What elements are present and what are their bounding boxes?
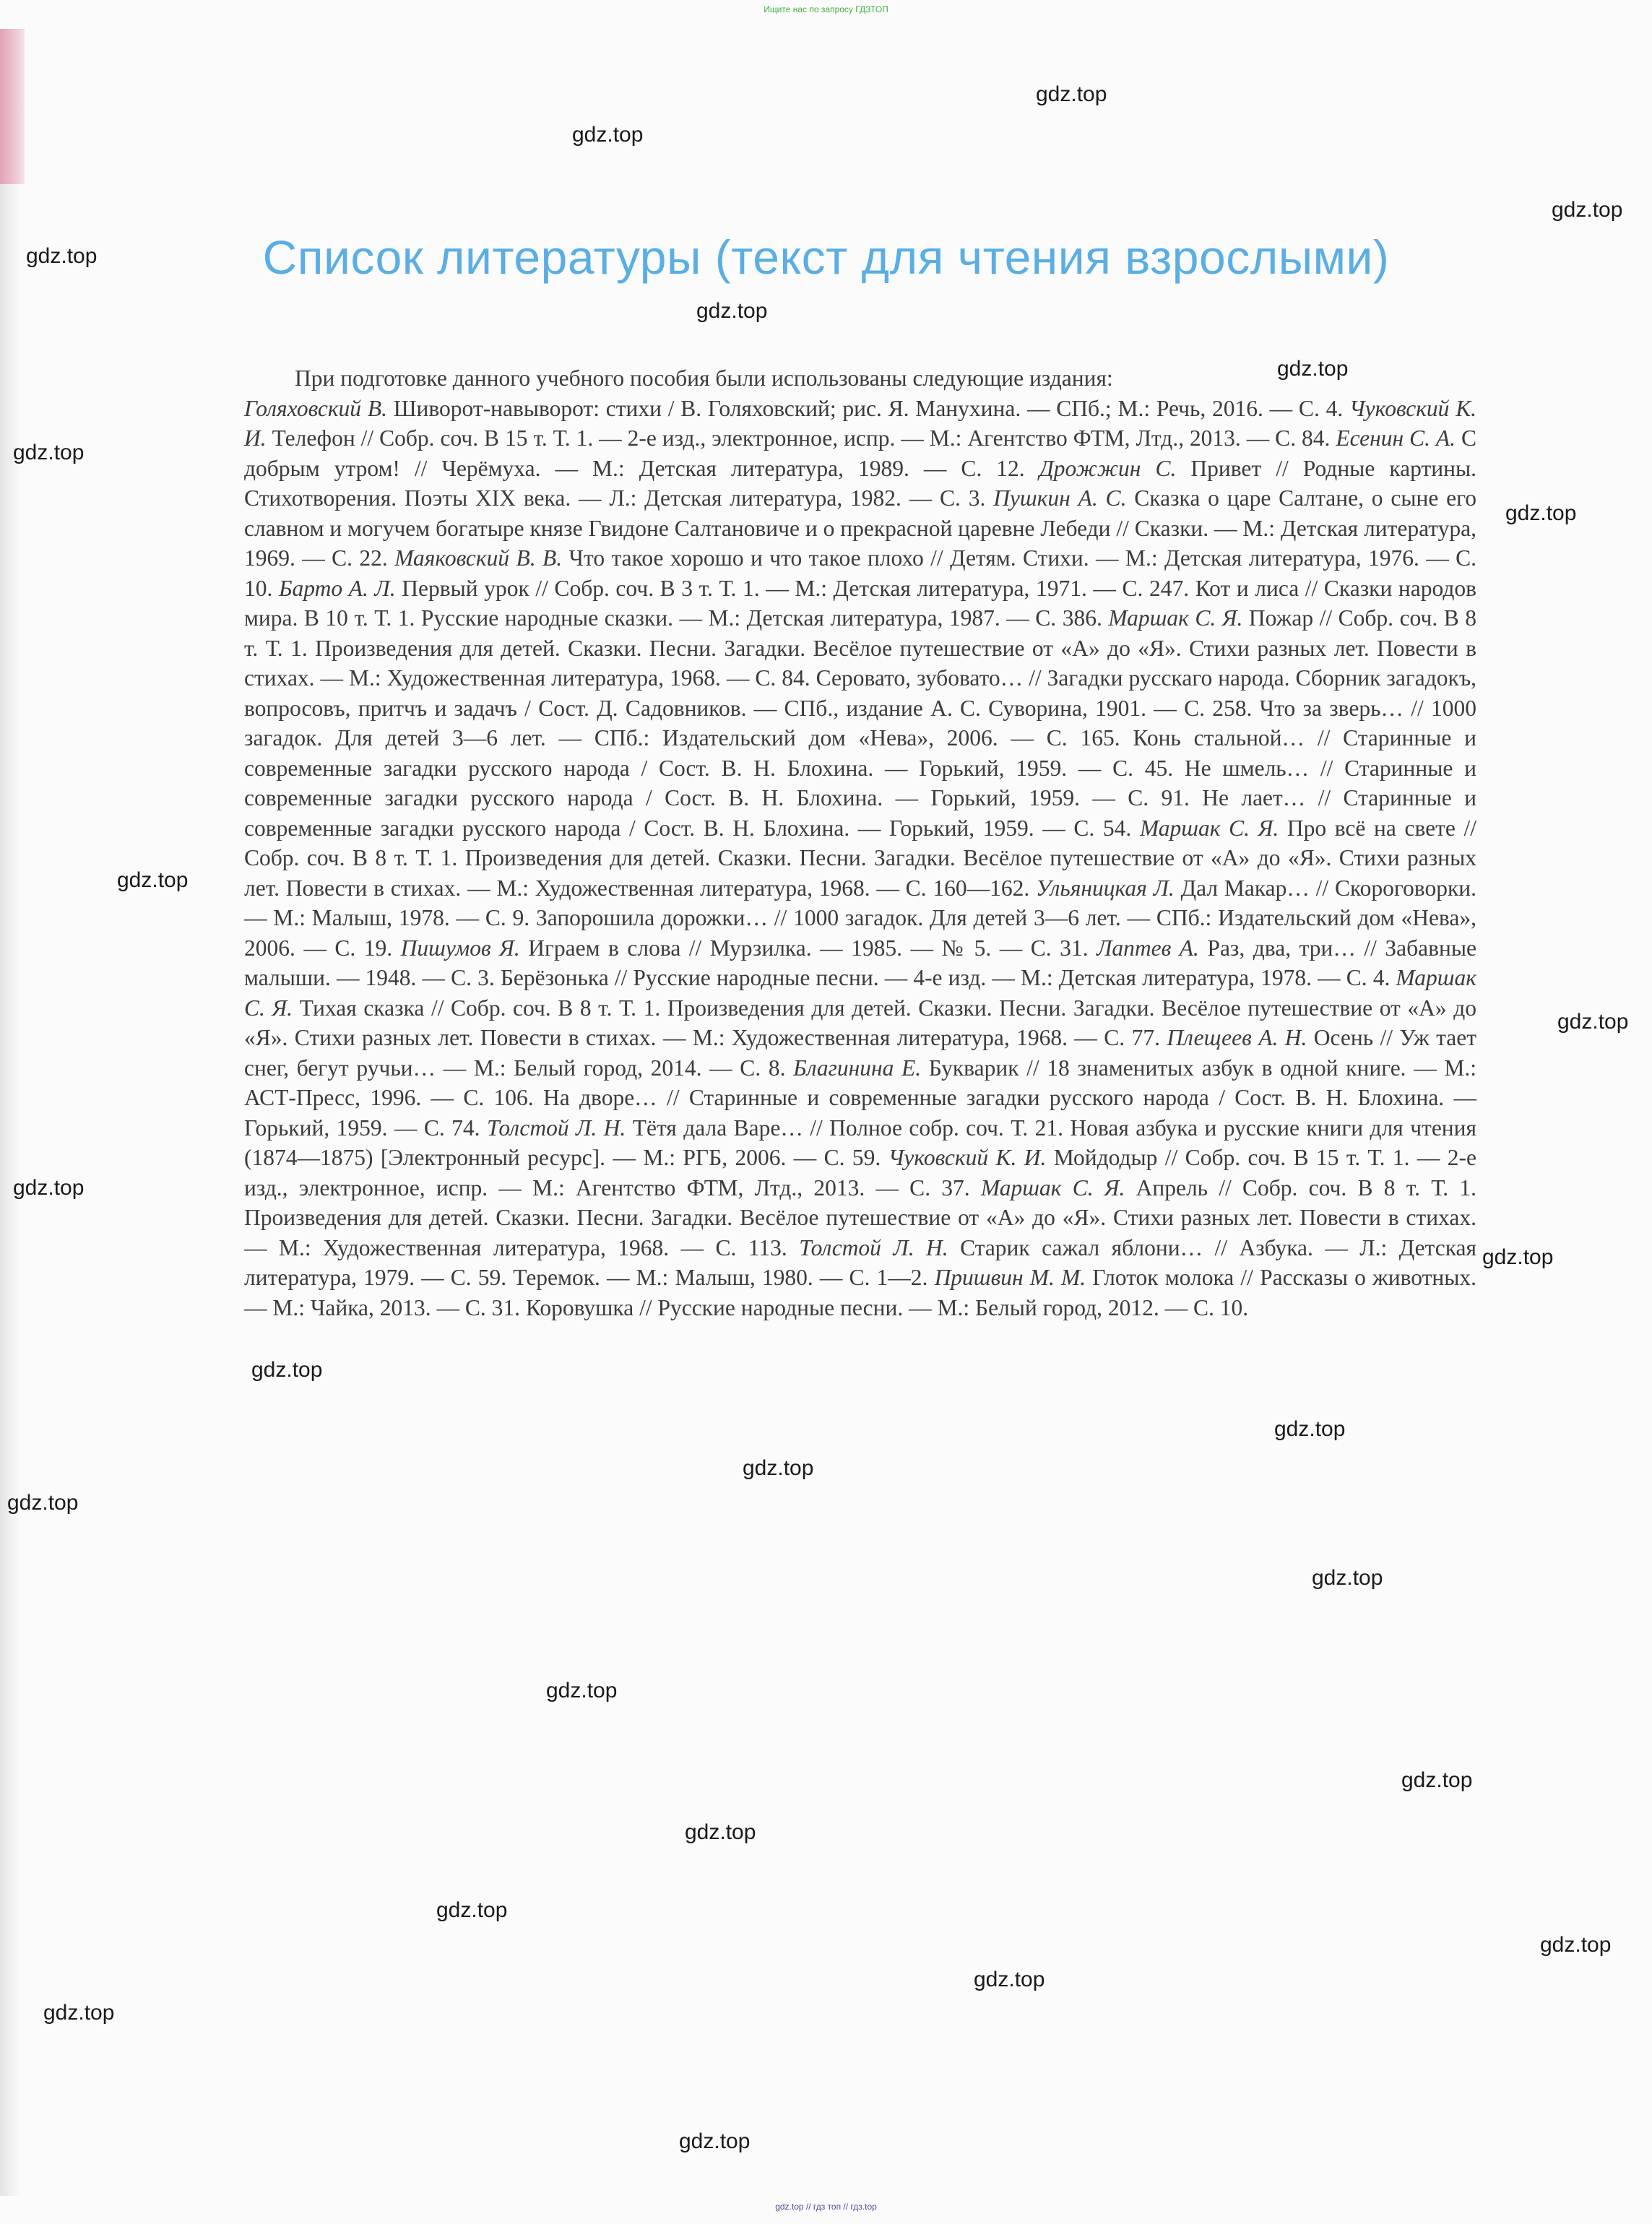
reference-text: Мойдодыр // Собр. соч. В 15 т. Т. 1. — 2-е изд., электронное, испр. — М.: Агентство ФТМ, Лтд., 2013. — С. 37. <box>244 1145 1476 1200</box>
reference-text: Осень // Уж тает снег, бегут ручьи… — М.: Белый город, 2014. — С. 8. <box>244 1025 1476 1081</box>
reference-text: Привет // Родные картины. Стихотворения. Поэты XIX века. — Л.: Детская литература, 1982. — С. 3. <box>244 455 1477 511</box>
watermark: gdz.top <box>696 299 768 323</box>
reference-text: С добрым утром! // Черёмуха. — М.: Детская литература, 1989. — С. 12. <box>244 425 1477 481</box>
watermark: gdz.top <box>13 441 85 464</box>
watermark: gdz.top <box>13 1176 85 1200</box>
watermark: gdz.top <box>117 868 189 892</box>
reference-text: Пожар // Собр. соч. В 8 т. Т. 1. Произведения для детей. Сказки. Песни. Загадки. Весёлое путешествие от «А» до «Я». Стихи разных лет. Повести в стихах. — М.: Художественная литература, 1968. — С. 84. Серовато, зубовато… // Загадки русскаго народа. Сборник загадокъ, вопросовъ, притчъ и задачъ / Сост. Д. Садовников. — СПб., издание А. С. Суворина, 1901. — С. 258. Что за зверь… // 1000 загадок. Для детей 3—6 лет. — СПб.: Издательский дом «Нева», 2006. — С. 165. Конь стальной… // Старинные и современные загадки русского народа / Сост. В. Н. Блохина. — Горький, 1959. — С. 45. Не шмель… // Старинные и современные загадки русского народа / Сост. В. Н. Блохина. — Горький, 1959. — С. 91. Не лает… // Старинные и современные загадки русского народа / Сост. В. Н. Блохина. — Горький, 1959. — С. 54. <box>244 605 1476 841</box>
reference-text: Раз, два, три… // Забавные малыши. — 1948. — С. 3. Берёзонька // Русские народные песни. — 4-е изд. — М.: Детская литература, 1978. — С. 4. <box>244 935 1476 990</box>
watermark: gdz.top <box>679 2129 751 2153</box>
reference-text: Играем в слова // Мурзилка. — 1985. — № 5. — С. 31. <box>519 935 1097 961</box>
reference-author: Барто А. Л. <box>278 575 396 601</box>
watermark: gdz.top <box>1312 1566 1383 1590</box>
watermark: gdz.top <box>572 123 644 147</box>
reference-author: Маяковский В. В. <box>394 545 563 571</box>
watermark: gdz.top <box>1401 1768 1473 1792</box>
reference-text: Шиворот-навыворот: стихи / В. Голяховский; рис. Я. Манухина. — СПб.; М.: Речь, 2016. — С. 4. <box>386 395 1349 421</box>
watermark: gdz.top <box>436 1898 508 1922</box>
watermark: gdz.top <box>1274 1417 1346 1441</box>
reference-author: Есенин С. А. <box>1336 425 1456 451</box>
reference-author: Маршак С. Я. <box>244 965 1476 1021</box>
watermark: gdz.top <box>7 1491 79 1515</box>
reference-text: Дал Макар… // Скороговорки. — М.: Малыш, 1978. — С. 9. Запорошила дорожки… // 1000 загадок. Для детей 3—6 лет. — СПб.: Издательский дом «Нева», 2006. — С. 19. <box>244 875 1476 961</box>
reference-author: Дрожжин С. <box>1039 455 1177 481</box>
reference-author: Голяховский В. <box>244 395 387 421</box>
reference-text: Телефон // Собр. соч. В 15 т. Т. 1. — 2-е изд., электронное, испр. — М.: Агентство ФТМ, Лтд., 2013. — С. 84. <box>266 425 1336 451</box>
watermark: gdz.top <box>1482 1245 1554 1269</box>
reference-text: Букварик // 18 знаменитых азбук в одной книге. — М.: АСТ-Пресс, 1996. — С. 106. На дворе… // Старинные и современные загадки русского народа / Сост. В. Н. Блохина. — Горький, 1959. — С. 74. <box>244 1055 1476 1141</box>
reference-author: Пишумов Я. <box>400 935 520 961</box>
reference-author: Лаптев А. <box>1097 935 1199 961</box>
watermark: gdz.top <box>546 1679 618 1702</box>
watermark: gdz.top <box>1540 1933 1612 1957</box>
watermark: gdz.top <box>1552 198 1623 222</box>
reference-text: Глоток молока // Рассказы о животных. — М.: Чайка, 2013. — С. 31. Коровушка // Русские народные песни. — М.: Белый город, 2012. — С. 10. <box>244 1265 1476 1320</box>
reference-author: Толстой Л. Н. <box>486 1115 626 1141</box>
references-paragraph <box>244 394 1476 1323</box>
watermark: gdz.top <box>743 1456 814 1480</box>
pink-edge-tab <box>0 29 25 184</box>
watermark: gdz.top <box>1557 1010 1629 1034</box>
watermark: gdz.top <box>974 1968 1045 1991</box>
watermark: gdz.top <box>1277 357 1349 381</box>
page-title: Список литературы (текст для чтения взрослыми) <box>262 230 1390 284</box>
reference-text: Про всё на свете // Собр. соч. В 8 т. Т. 1. Произведения для детей. Сказки. Песни. Загадки. Весёлое путешествие от «А» до «Я». Стихи разных лет. Повести в стихах. — М.: Художественная литература, 1968. — С. 160—162. <box>244 815 1476 901</box>
reference-author: Маршак С. Я. <box>1139 815 1279 841</box>
watermark: gdz.top <box>251 1358 323 1382</box>
reference-text: Старик сажал яблони… // Азбука. — Л.: Детская литература, 1979. — С. 59. Теремок. — М.: Малыш, 1980. — С. 1—2. <box>244 1234 1476 1290</box>
reference-author: Маршак С. Я. <box>1108 605 1243 631</box>
watermark: gdz.top <box>1036 82 1107 106</box>
reference-text: Первый урок // Собр. соч. В 3 т. Т. 1. — М.: Детская литература, 1971. — С. 247. Кот и лиса // Сказки народов мира. В 10 т. Т. 1. Русские народные сказки. — М.: Детская литература, 1987. — С. 386. <box>244 575 1476 631</box>
intro-paragraph: При подготовке данного учебного пособия были использованы следующие издания: <box>295 365 1113 391</box>
watermark: gdz.top <box>43 2001 115 2025</box>
watermark: gdz.top <box>1505 501 1577 525</box>
header-note: Ищите нас по запросу ГДЗТОП <box>764 4 888 14</box>
watermark: gdz.top <box>26 244 98 268</box>
reference-text: Что такое хорошо и что такое плохо // Детям. Стихи. — М.: Детская литература, 1976. — С. 10. <box>244 545 1476 601</box>
reference-author: Пушкин А. С. <box>993 485 1127 511</box>
watermark: gdz.top <box>685 1820 756 1844</box>
reference-author: Маршак С. Я. <box>980 1174 1125 1200</box>
reference-author: Плещеев А. Н. <box>1167 1025 1307 1050</box>
reference-text: Тихая сказка // Собр. соч. В 8 т. Т. 1. Произведения для детей. Сказки. Песни. Загадки. Весёлое путешествие от «А» до «Я». Стихи разных лет. Повести в стихах. — М.: Художественная литература, 1968. — С. 77. <box>244 995 1476 1050</box>
reference-author: Чуковский К. И. <box>888 1145 1047 1170</box>
reference-author: Благинина Е. <box>793 1055 922 1081</box>
bibliography-content <box>244 363 1476 1323</box>
footer-note: gdz.top // гдз топ // гдз.top <box>775 2202 877 2212</box>
reference-text: Сказка о царе Салтане, о сыне его славном и могучем богатыре князе Гвидоне Салтановиче и о прекрасной царевне Лебеди // Сказки. — М.: Детская литература, 1969. — С. 22. <box>244 485 1477 571</box>
reference-author: Ульяницкая Л. <box>1036 875 1175 901</box>
page-scan-edge <box>0 29 22 2196</box>
reference-text: Апрель // Собр. соч. В 8 т. Т. 1. Произведения для детей. Сказки. Песни. Загадки. Весёлое путешествие от «А» до «Я». Стихи разных лет. Повести в стихах. — М.: Художественная литература, 1968. — С. 113. <box>244 1174 1477 1260</box>
reference-author: Толстой Л. Н. <box>799 1234 948 1260</box>
reference-text: Тётя дала Варе… // Полное собр. соч. Т. 21. Новая азбука и русские книги для чтения (1874—1875) [Электронный ресурс]. — М.: РГБ, 2006. — С. 59. <box>244 1115 1477 1170</box>
reference-author: Чуковский К. И. <box>244 395 1476 451</box>
reference-author: Пришвин М. М. <box>934 1265 1086 1290</box>
